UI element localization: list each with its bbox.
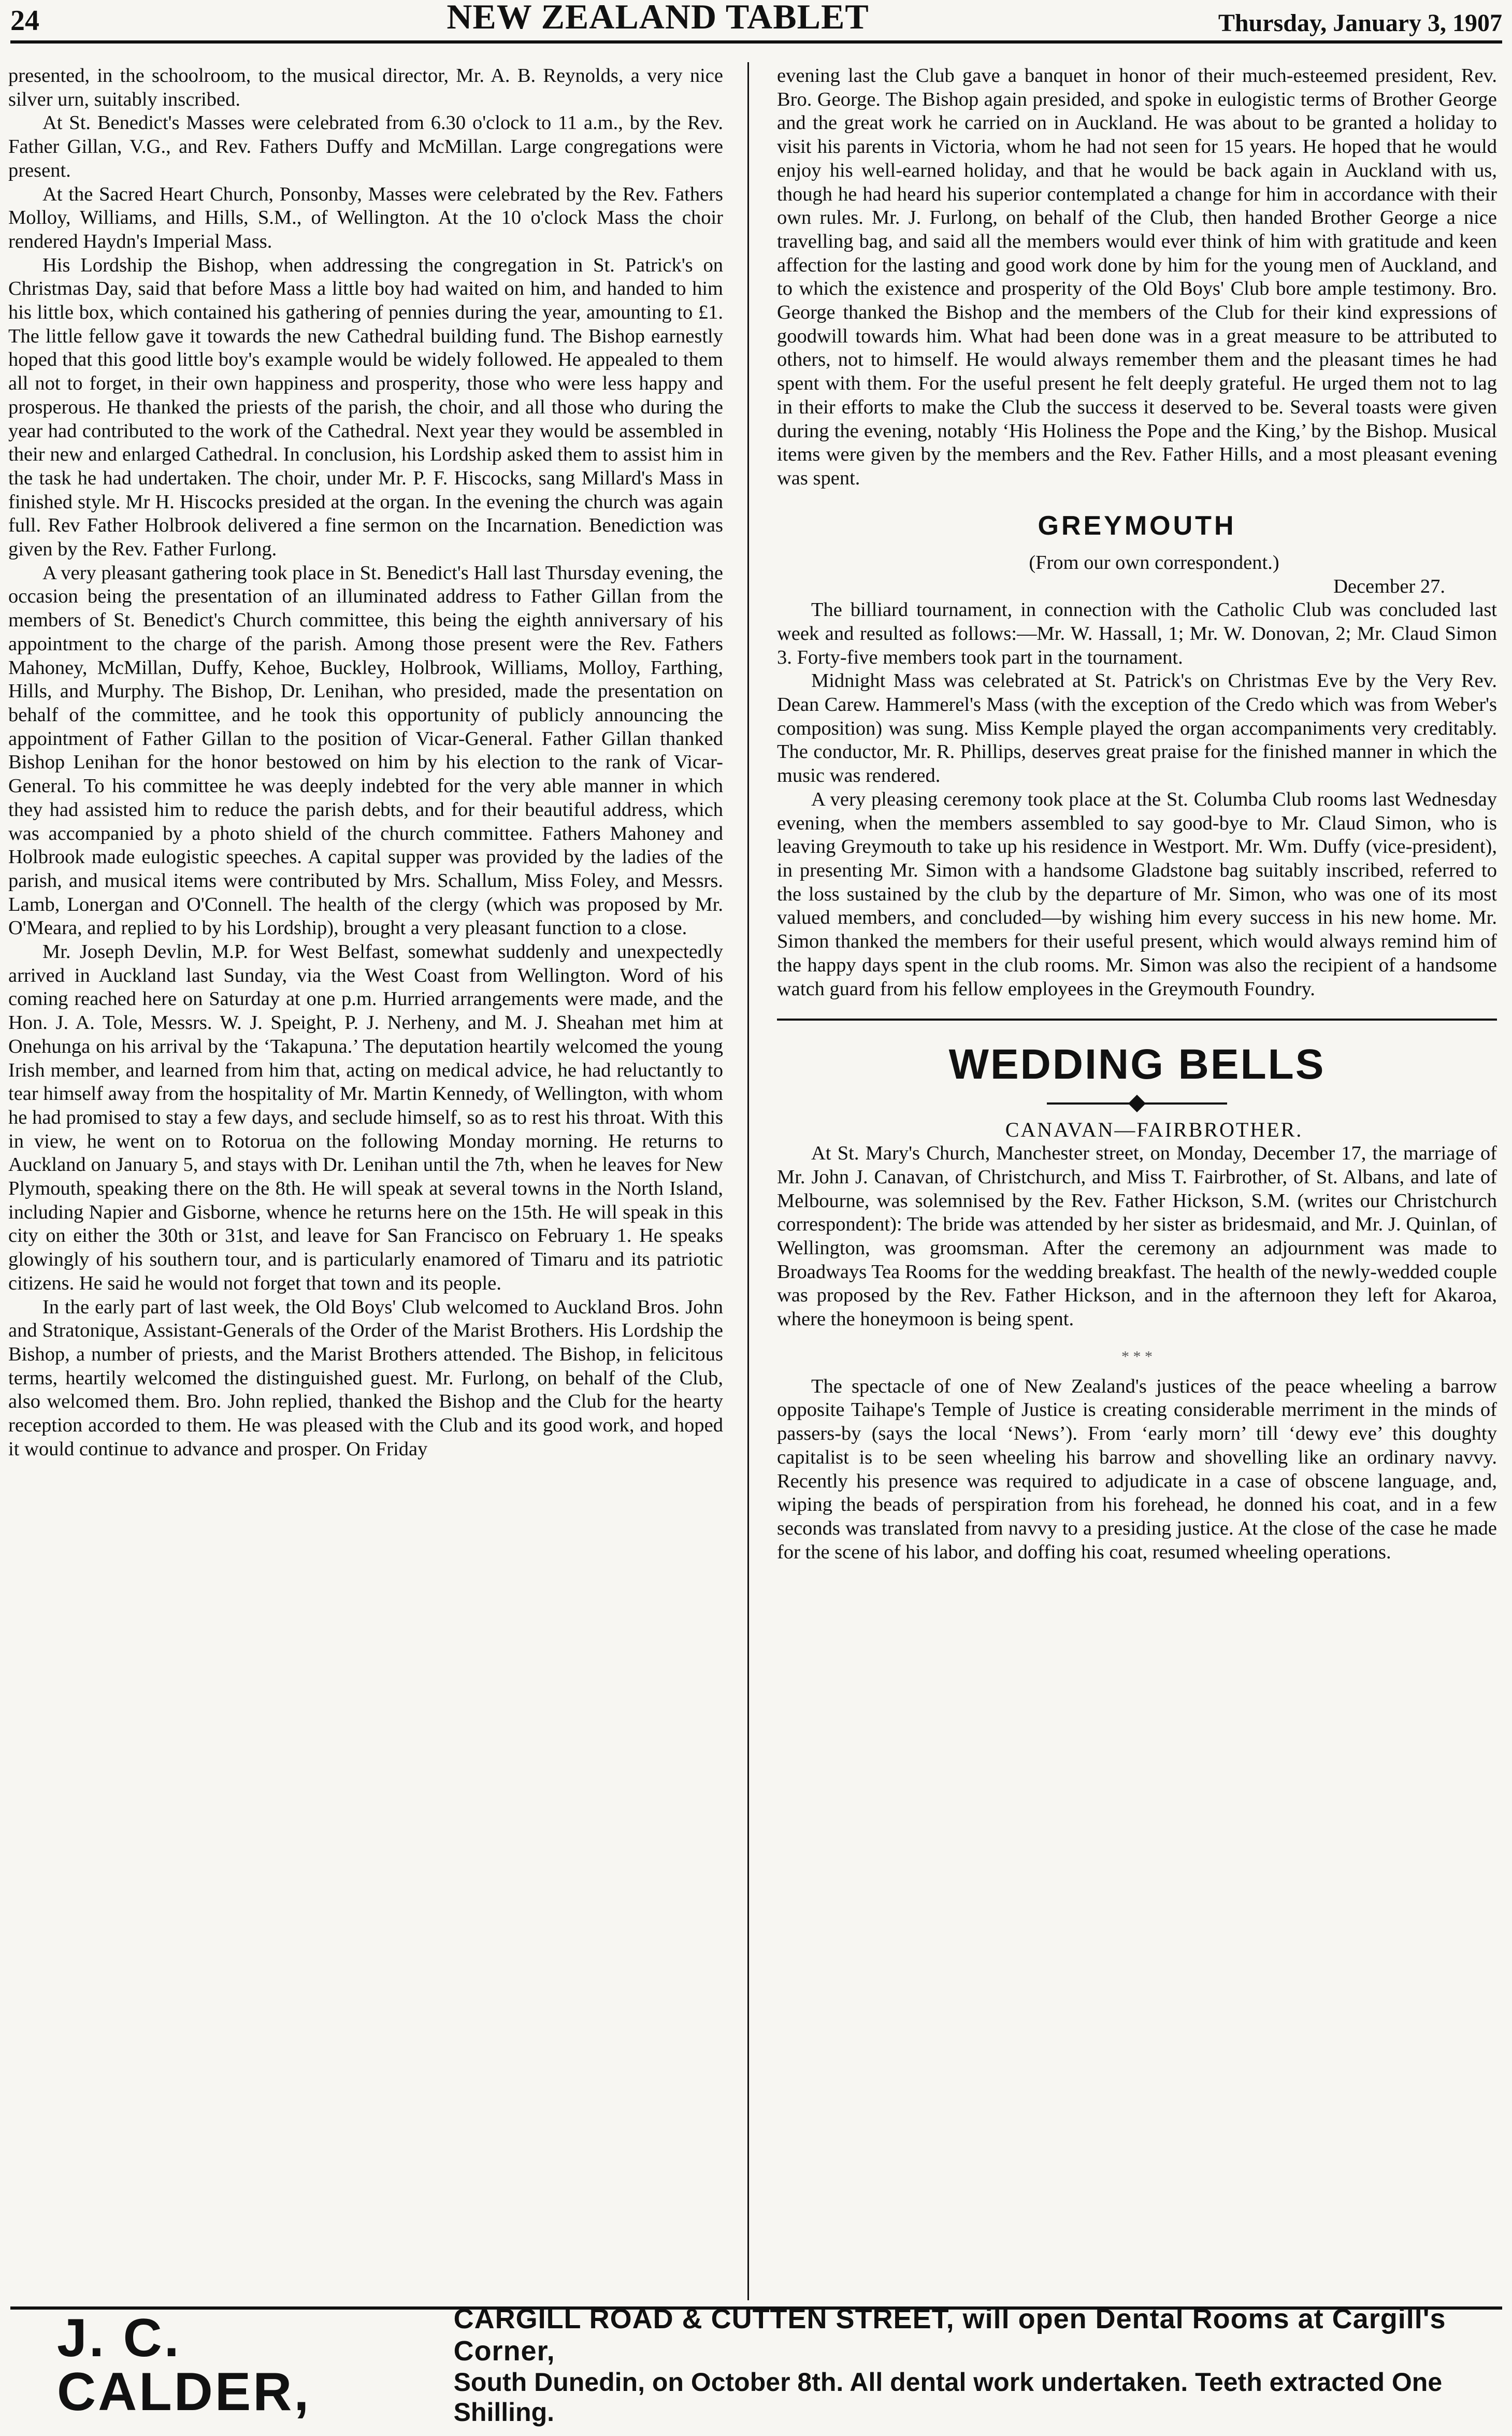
article-continuation: evening last the Club gave a banquet in honor of their much-esteemed president, Rev. Bro. George. The Bishop again presided, and spoke in eulogistic terms of Brother George and the great work he carried on in Auckland. He was about to be granted a holiday to visit his parents in Victoria, whom he had not seen for 15 years. He hoped that he would enjoy his well-earned holiday, and that he would be back again in Auckland with us, though he had heard his superior contemplated a change for him in accordance with their own rules. Mr. J. Furlong, on behalf of the Club, then handed Brother George a nice travelling bag, and said all the members would ever think of him with gratitude and keen affection for the lasting and good work done by him for the young men of Auckland, and to which the existence and prosperity of the Old Boys' Club bore ample testimony. Bro. George thanked the Bishop and the members of the Club for their kind expressions of goodwill towards him. What had been done was in a great measure to be attributed to others, not to himself. He would always remember them and the pleasant times he had spent with them. For the useful present he felt deeply grateful. He urged them not to lag in their efforts to make the Club the success it deserved to be. Several toasts were given during the evening, notably ‘His Holiness the Pope and the King,’ by the Bishop. Musical items were given by the members and the Rev. Father Hills, and a most pleasant evening was spent.	[777, 65, 1497, 489]
advertiser-name: J. C. CALDER,	[57, 2308, 311, 2422]
advertisement-text	[454, 2303, 1502, 2427]
page-number: 24	[10, 5, 39, 37]
masthead	[10, 0, 1502, 44]
article-paragraph: The billiard tournament, in connection with the Catholic Club was concluded last week and resulted as follows:—Mr. W. Hassall, 1; Mr. W. Donovan, 2; Mr. Claud Simon 3. Forty-five members took part in the tournament.	[777, 599, 1497, 668]
wedding-bells-section	[777, 1019, 1497, 1331]
right-column	[777, 64, 1497, 1564]
publication-title: NEW ZEALAND TABLET	[447, 0, 869, 36]
article-paragraph: Midnight Mass was celebrated at St. Patrick's on Christmas Eve by the Very Rev. Dean Carew. Hammerel's Mass (with the exception of the Credo which was from Weber's composition) was sung. Miss Kemple played the organ accompaniments very creditably. The conductor, Mr. R. Phillips, deserves great praise for the finished manner in which the music was rendered.	[777, 670, 1497, 787]
ornament-rule-icon	[777, 1097, 1497, 1110]
dateline: December 27.	[1333, 575, 1445, 597]
advertisement-line: CARGILL ROAD & CUTTEN STREET, will open Dental Rooms at Cargill's Corner,	[453, 2303, 1446, 2367]
article-paragraph: At St. Benedict's Masses were celebrated from 6.30 o'clock to 11 a.m., by the Rev. Father Gillan, V.G., and Rev. Fathers Duffy and McMillan. Large congregations were present.	[8, 112, 723, 181]
wedding-subheading: CANAVAN—FAIRBROTHER.	[1005, 1118, 1303, 1142]
article-paragraph: presented, in the schoolroom, to the musical director, Mr. A. B. Reynolds, a very nice silver urn, suitably inscribed.	[8, 65, 723, 110]
left-column	[8, 64, 723, 1461]
issue-date: Thursday, January 3, 1907	[1218, 9, 1502, 37]
article-paragraph: A very pleasant gathering took place in St. Benedict's Hall last Thursday evening, the occasion being the presentation of an illuminated address to Father Gillan from the members of St. Benedict's Church committee, this being the eighth anniversary of his appointment to the charge of the parish. Among those present were the Rev. Fathers Mahoney, McMillan, Duffy, Kehoe, Buckley, Holbrook, Williams, Molloy, Farthing, Hills, and Murphy. The Bishop, Dr. Lenihan, who presided, made the presentation on behalf of the committee, and he took this opportunity of publicly announcing the appointment of Father Gillan to the position of Vicar-General. Father Gillan thanked Bishop Lenihan for the honor bestowed on him by his election to the rank of Vicar-General. To his committee he was deeply indebted for the very able manner in which they had assisted him to reduce the parish debts, and for their beautiful address, which was accompanied by a photo shield of the church committee. Fathers Mahoney and Holbrook made eulogistic speeches. A capital supper was provided by the ladies of the parish, and musical items were contributed by Mrs. Schallum, Miss Foley, and Messrs. Lamb, Lonergan and O'Connell. The health of the clergy (which was proposed by Mr. O'Meara, and replied to by his Lordship), brought a very pleasant function to a close.	[8, 562, 723, 939]
correspondent-byline: (From our own correspondent.)	[1029, 551, 1279, 574]
article-paragraph: In the early part of last week, the Old Boys' Club welcomed to Auckland Bros. John and Stratonique, Assistant-Generals of the Order of the Marist Brothers. His Lordship the Bishop, a number of priests, and the Marist Brothers attended. The Bishop, in felicitous terms, heartily welcomed the distinguished guest. Mr. Furlong, on behalf of the Club, also welcomed them. Bro. John replied, thanked the Bishop and the Club for the hearty reception accorded to them. He was pleased with the Club and its good work, and hoped it would continue to advance and prosper. On Friday	[8, 1296, 723, 1460]
article-paragraph: The spectacle of one of New Zealand's justices of the peace wheeling a barrow opposite Taihape's Temple of Justice is creating considerable merriment in the minds of passers-by (says the local ‘News’). From ‘early morn’ till ‘dewy eve’ this doughty capitalist is to be seen wheeling his barrow and shovelling like an ordinary navvy. Recently his presence was required to adjudicate in a case of obscene language, and, wiping the beads of perspiration from his forehead, he donned his coat, and in a few seconds was translated from navvy to a presiding justice. At the close of the case he made for the scene of his labor, and doffing his coat, resumed wheeling operations.	[777, 1375, 1497, 1563]
article-paragraph: At the Sacred Heart Church, Ponsonby, Masses were celebrated by the Rev. Fathers Molloy, Williams, and Hills, S.M., of Wellington. At the 10 o'clock Mass the choir rendered Haydn's Imperial Mass.	[8, 183, 723, 252]
article-paragraph: Mr. Joseph Devlin, M.P. for West Belfast, somewhat suddenly and unexpectedly arrived in Auckland last Sunday, via the West Coast from Wellington. Word of his coming reached here on Saturday at one p.m. Hurried arrangements were made, and the Hon. J. A. Tole, Messrs. W. J. Speight, P. J. Nerheny, and M. J. Sheahan met him at Onehunga on his arrival by the ‘Takapuna.’ The deputation heartily welcomed the young Irish member, and learned from him that, acting on medical advice, he had reluctantly to tear himself away from the hospitality of Mr. Martin Kennedy, of Wellington, with whom he had promised to stay a few days, and seclude himself, so as to rest his throat. With this in view, he went on to Rotorua on the following Monday morning. He returns to Auckland on January 5, and stays with Dr. Lenihan until the 7th, when he leaves for New Plymouth, speaking there on the 8th. He will speak at several towns in the North Island, including Napier and Gisborne, whence he returns here on the 15th. He will speak in this city on either the 30th or 31st, and leave for San Francisco on February 1. He speaks glowingly of his southern tour, and is particularly enamored of Timaru and its patriotic citizens. He said he would not forget that town and its people.	[8, 941, 723, 1294]
advertisement-line: South Dunedin, on October 8th. All dental work undertaken. Teeth extracted One Shilling.	[453, 2368, 1443, 2427]
article-paragraph: A very pleasing ceremony took place at the St. Columba Club rooms last Wednesday evening, when the members assembled to say good-bye to Mr. Claud Simon, who is leaving Greymouth to take up his residence in Westport. Mr. Wm. Duffy (vice-president), in presenting Mr. Simon with a handsome Gladstone bag suitably inscribed, referred to the loss sustained by the club by the departure of Mr. Simon, who was one of its most valued members, and concluded—by wishing him every success in his new home. Mr. Simon thanked the members for their useful present, which would always remind him of the happy days spent in the club rooms. Mr. Simon was also the recipient of a handsome watch guard from his fellow employees in the Greymouth Foundry.	[777, 788, 1497, 1000]
wedding-bells-heading: WEDDING BELLS	[948, 1041, 1326, 1088]
separator: * * *	[1121, 1348, 1153, 1365]
advertisement-banner	[10, 2303, 1502, 2427]
article-paragraph: His Lordship the Bishop, when addressing the congregation in St. Patrick's on Christmas Day, said that before Mass a little boy had waited on him, and handed to him his little box, which contained his gathering of pennies during the year, amounting to £1. The little fellow gave it towards the new Cathedral building fund. The Bishop earnestly hoped that this good little boy's example would be widely followed. He appealed to them all not to forget, in their own happiness and prosperity, those who were less happy and prosperous. He thanked the priests of the parish, the choir, and all those who during the year had contributed to the work of the Cathedral. Next year they would be assembled in their new and enlarged Cathedral. In conclusion, his Lordship asked them to assist him in the task he had undertaken. The choir, under Mr. P. F. Hiscocks, sang Millard's Mass in finished style. Mr H. Hiscocks presided at the organ. In the evening the church was again full. Rev Father Holbrook delivered a fine sermon on the Incarnation. Benediction was given by the Rev. Father Furlong.	[8, 254, 723, 561]
article-paragraph: At St. Mary's Church, Manchester street, on Monday, December 17, the marriage of Mr. John J. Canavan, of Christchurch, and Miss T. Fairbrother, of St. Albans, and late of Melbourne, was solemnised by the Rev. Father Hickson, S.M. (writes our Christchurch correspondent): The bride was attended by her sister as bridesmaid, and Mr. J. Quinlan, of Wellington, was groomsman. After the ceremony an adjournment was made to Broadways Tea Rooms for the wedding breakfast. The health of the newly-wedded couple was proposed by the Rev. Father Hickson, and in the afternoon they left for Akaroa, where the honeymoon is being spent.	[777, 1142, 1497, 1330]
greymouth-heading: GREYMOUTH	[1038, 510, 1236, 541]
column-divider	[747, 62, 749, 2300]
